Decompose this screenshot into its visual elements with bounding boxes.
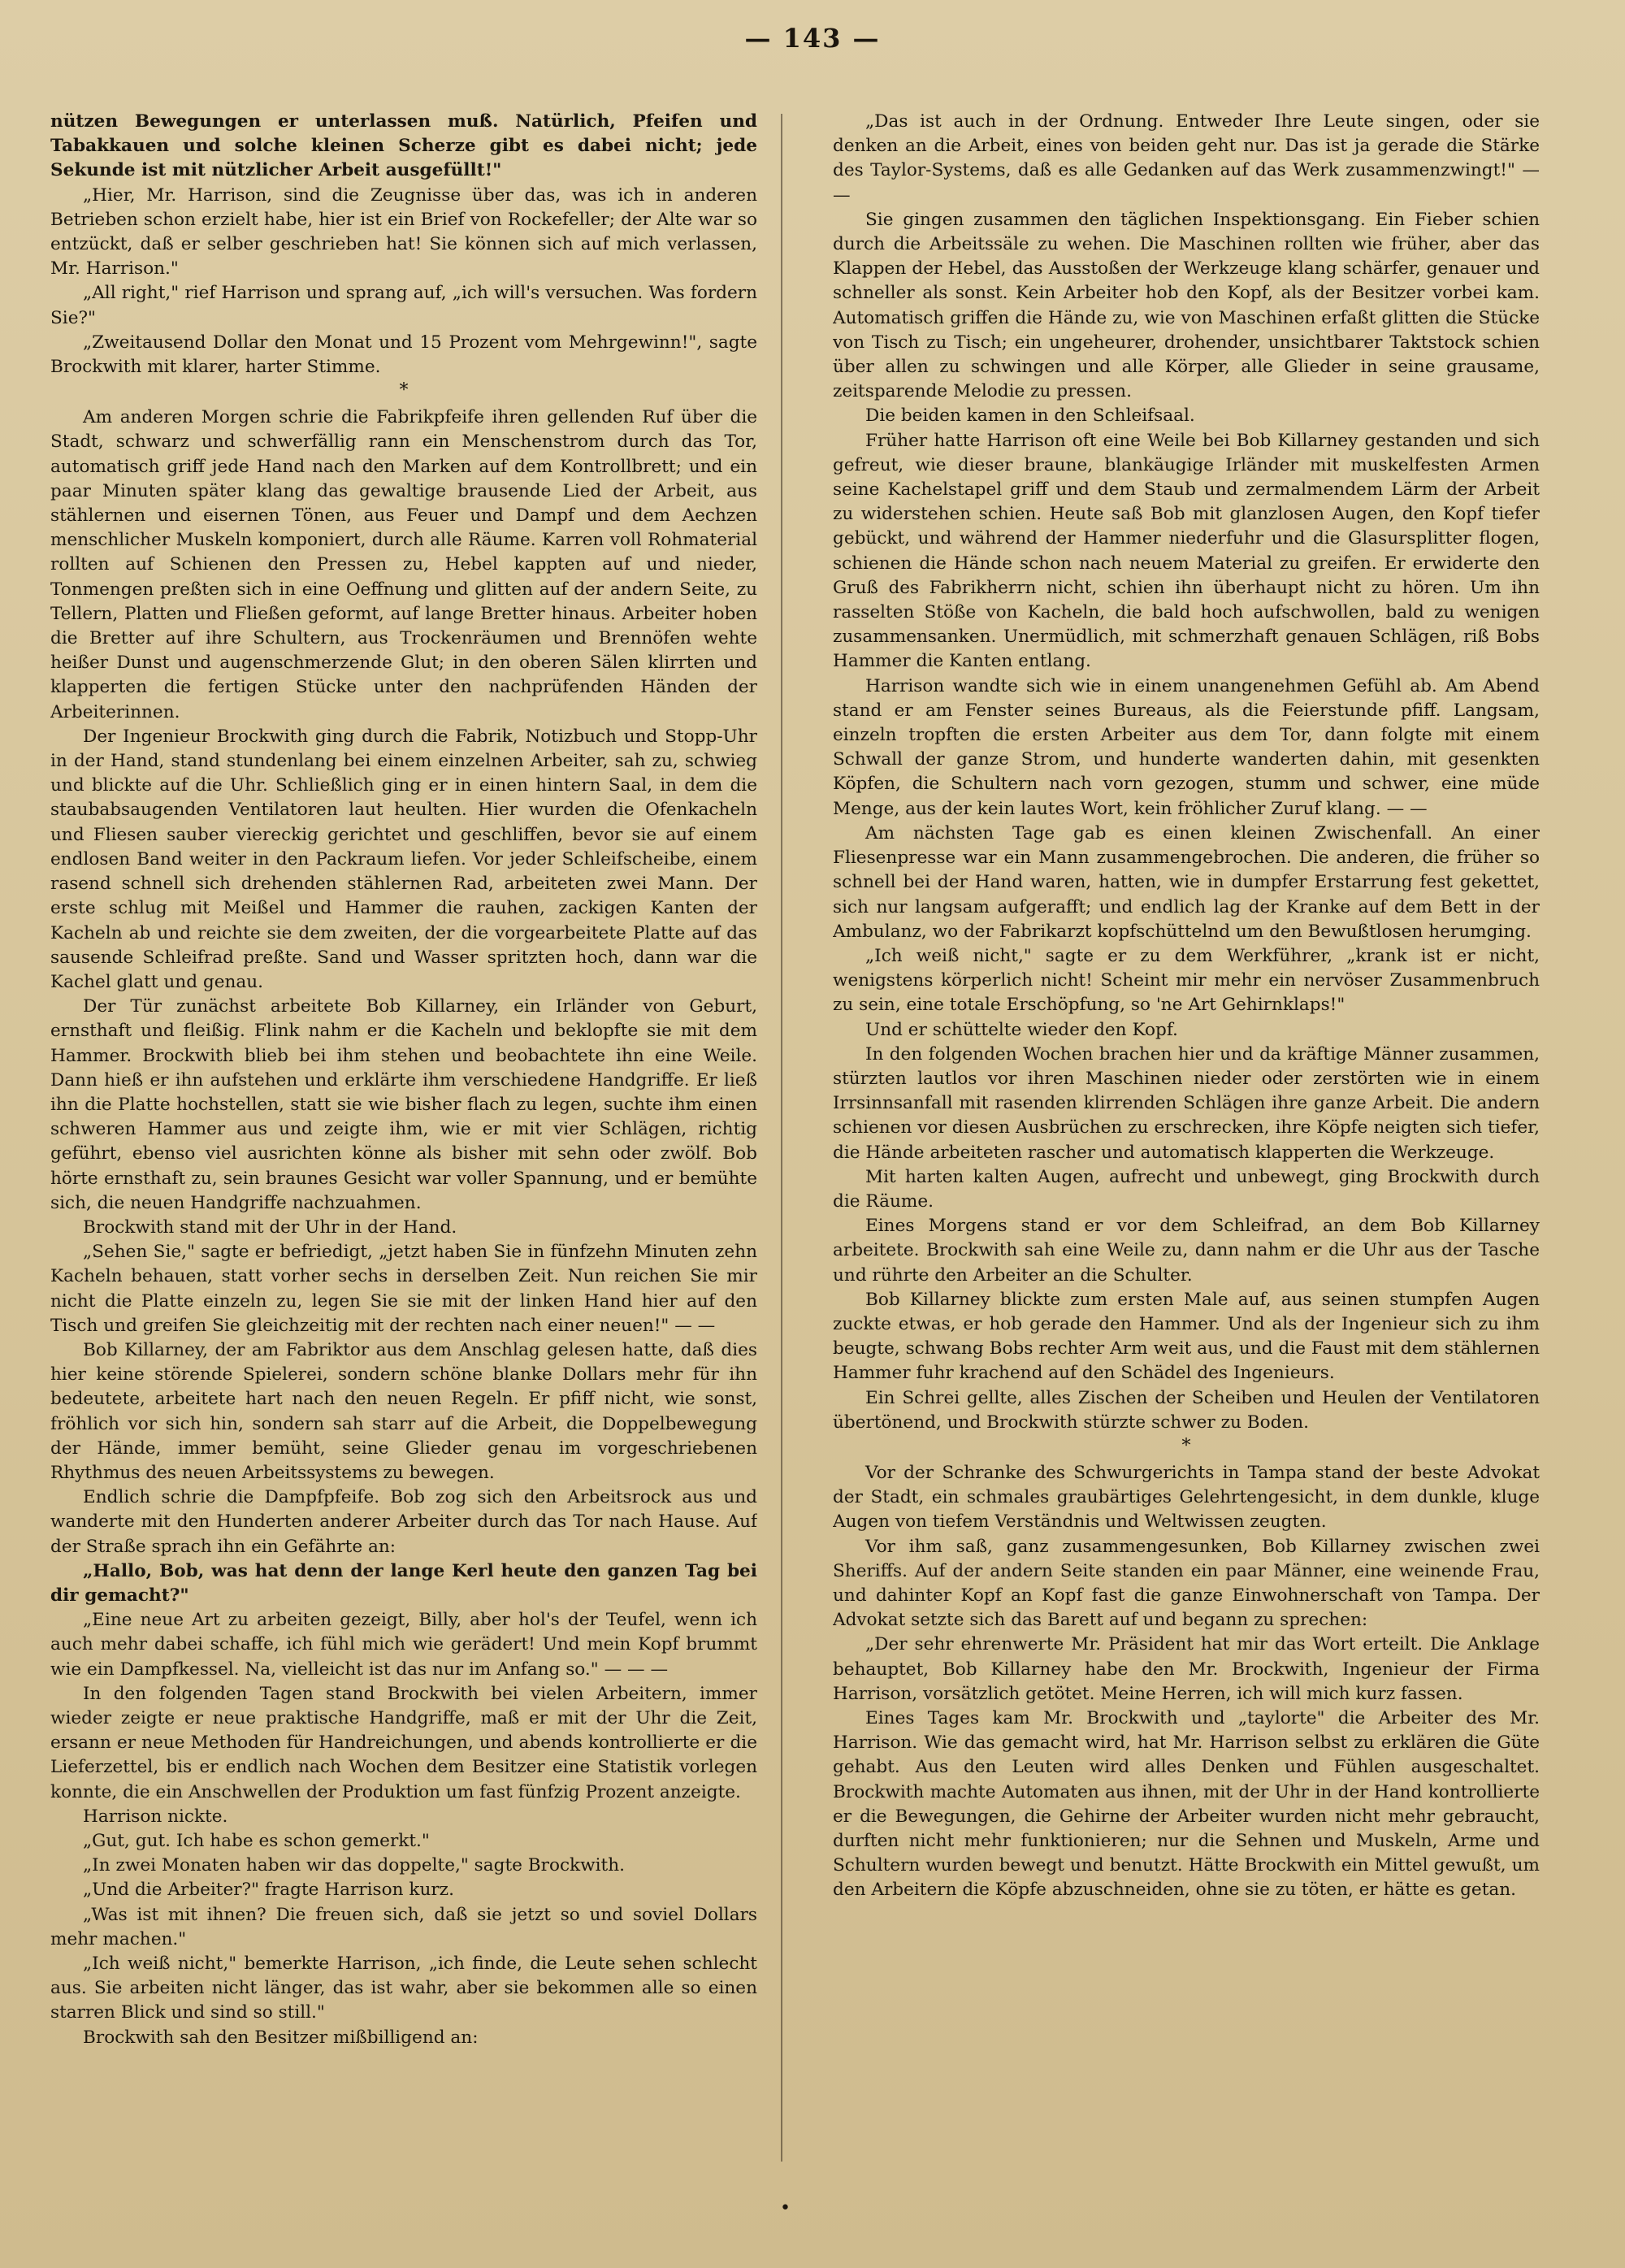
right-column-paragraph: Mit harten kalten Augen, aufrecht und unbewegt, ging Brockwith durch die Räume.	[833, 1166, 1540, 1212]
section-separator: *	[1181, 1435, 1191, 1456]
page-number: — 143 —	[744, 23, 881, 54]
left-column-paragraph: „Gut, gut. Ich habe es schon gemerkt."	[83, 1831, 430, 1852]
right-column-paragraph: Die beiden kamen in den Schleifsaal.	[865, 405, 1195, 427]
right-column-paragraph: Ein Schrei gellte, alles Zischen der Scheiben und Heulen der Ventilatoren übertönend, und Brockwith stürzte schwer zu Boden.	[833, 1387, 1540, 1433]
left-column-paragraph: „Eine neue Art zu arbeiten gezeigt, Billy, aber hol's der Teufel, wenn ich auch mehr dabei schaffe, ich fühl mich wie gerädert! Und mein Kopf brummt wie ein Dampfkessel. Na, vielleicht ist das nur im Anfang so." — — —	[50, 1610, 757, 1680]
left-column-paragraph: Brockwith sah den Besitzer mißbilligend an:	[83, 2027, 479, 2048]
right-column	[833, 110, 1540, 2231]
right-column-paragraph: Vor der Schranke des Schwurgerichts in Tampa stand der beste Advokat der Stadt, ein schmales graubärtiges Gelehrtengesicht, in dem dunkle, kluge Augen von tiefem Verständnis und Weltwissen zeugten.	[833, 1462, 1540, 1533]
right-column-paragraph: Früher hatte Harrison oft eine Weile bei Bob Killarney gestanden und sich gefreut, wie dieser braune, blankäugige Irländer mit muskelfesten Armen seine Kachelstapel griff und dem Staub und zermalmendem Lärm der Arbeit zu widerstehen schien. Heute saß Bob mit glanzlosen Augen, den Kopf tiefer gebückt, und während der Hammer niederfuhr und die Glasursplitter flogen, schienen die Hände schon nach neuem Material zu greifen. Er erwiderte den Gruß des Fabrikherrn nicht, schien ihn überhaupt nicht zu hören. Um ihn rasselten Stöße von Kacheln, die bald hoch aufschwollen, bald zu wenigen zusammensanken. Unermüdlich, mit schmerzhaft genauen Schlägen, riß Bobs Hammer die Kanten entlang.	[833, 430, 1540, 672]
left-column-paragraph: Der Tür zunächst arbeitete Bob Killarney, ein Irländer von Geburt, ernsthaft und fleißig. Flink nahm er die Kacheln und beklopfte sie mit dem Hammer. Brockwith blieb bei ihm stehen und beobachtete ihn eine Weile. Dann hieß er ihn aufstehen und erklärte ihm verschiedene Handgriffe. Er ließ ihn die Platte hochstellen, statt sie wie bisher flach zu legen, suchte ihm einen schweren Hammer aus und zeigte ihm, wie er mit vier Schlägen, richtig geführt, ebenso viel ausrichten könne als bisher mit sehn oder zwölf. Bob hörte ernsthaft zu, sein braunes Gesicht war voller Spannung, und er bemühte sich, die neuen Handgriffe nachzuahmen.	[50, 996, 757, 1213]
right-column-paragraph: Sie gingen zusammen den täglichen Inspektionsgang. Ein Fieber schien durch die Arbeitssäle zu wehen. Die Maschinen rollten wie früher, aber das Klappen der Hebel, das Ausstoßen der Werkzeuge klang schärfer, genauer und schneller als sonst. Kein Arbeiter hob den Kopf, als der Besitzer vorbei kam. Automatisch griffen die Hände zu, wie von Maschinen erfaßt glitten die Stücke von Tisch zu Tisch; ein ungeheurer, drohender, unsichtbarer Taktstock schien über allen zu schwingen und alle Körper, alle Glieder in seine grausame, zeitsparende Melodie zu pressen.	[833, 209, 1540, 402]
right-column-paragraph: Eines Tages kam Mr. Brockwith und „taylorte" die Arbeiter des Mr. Harrison. Wie das gemacht wird, hat Mr. Harrison selbst zu erklären die Güte gehabt. Aus den Leuten wird alles Denken und Fühlen ausgeschaltet. Brockwith machte Automaten aus ihnen, mit der Uhr in der Hand kontrollierte er die Bewegungen, die Gehirne der Arbeiter wurden nicht mehr gebraucht, durften nicht mehr funktionieren; nur die Sehnen und Muskeln, Arme und Schultern wurden bewegt und benutzt. Hätte Brockwith ein Mittel gewußt, um den Arbeitern die Köpfe abzuschneiden, ohne sie zu töten, er hätte es getan.	[833, 1708, 1540, 1901]
left-column-paragraph: Endlich schrie die Dampfpfeife. Bob zog sich den Arbeitsrock aus und wanderte mit den Hunderten anderer Arbeiter durch das Tor nach Hause. Auf der Straße sprach ihn ein Gefährte an:	[50, 1487, 757, 1557]
left-column-paragraph: „Hier, Mr. Harrison, sind die Zeugnisse über das, was ich in anderen Betrieben schon erzielt habe, hier ist ein Brief von Rockefeller; der Alte war so entzückt, daß er selber geschrieben hat! Sie können sich auf mich verlassen, Mr. Harrison."	[50, 184, 757, 280]
right-column-paragraph: Und er schüttelte wieder den Kopf.	[865, 1019, 1178, 1040]
right-column-paragraph: Am nächsten Tage gab es einen kleinen Zwischenfall. An einer Fliesenpresse war ein Mann zusammengebrochen. Die anderen, die früher so schnell bei der Hand waren, hatten, wie in dumpfer Erstarrung fest gekettet, sich nur langsam aufgerafft; und endlich lag der Kranke auf dem Bett in der Ambulanz, wo der Fabrikarzt kopfschüttelnd um den Bewußtlosen herumging.	[833, 822, 1540, 942]
right-column-paragraph: Eines Morgens stand er vor dem Schleifrad, an dem Bob Killarney arbeitete. Brockwith sah eine Weile zu, dann nahm er die Uhr aus der Tasche und rührte den Arbeiter an die Schulter.	[833, 1216, 1540, 1286]
left-column-paragraph: Am anderen Morgen schrie die Fabrikpfeife ihren gellenden Ruf über die Stadt, schwarz und schwerfällig rann ein Menschenstrom durch das Tor, automatisch griff jede Hand nach den Marken auf dem Kontrollbrett; und ein paar Minuten später klang das gewaltige brausende Lied der Arbeit, aus stählernen und eisernen Tönen, aus Feuer und Dampf und dem Aechzen menschlicher Muskeln komponiert, durch alle Räume. Karren voll Rohmaterial rollten auf Schienen den Pressen zu, Hebel kappten auf und nieder, Tonmengen preßten sich in eine Oeffnung und glitten auf der andern Seite, zu Tellern, Platten und Fließen geformt, auf lange Bretter hinaus. Arbeiter hoben die Bretter auf ihre Schultern, aus Trockenräumen und Brennöfen wehte heißer Dunst und augenschmerzende Glut; in den oberen Sälen klirrten und klapperten die fertigen Stücke unter den nachprüfenden Händen der Arbeiterinnen.	[50, 407, 757, 722]
left-column-paragraph: Der Ingenieur Brockwith ging durch die Fabrik, Notizbuch und Stopp-Uhr in der Hand, stand stundenlang bei einem einzelnen Arbeiter, sah zu, schwieg und blickte auf die Uhr. Schließlich ging er in einen hintern Saal, in dem die staubabsaugenden Ventilatoren laut heulten. Hier wurden die Ofenkacheln und Fliesen sauber viereckig gerichtet und geschliffen, bevor sie auf einem endlosen Band weiter in den Packraum liefen. Vor jeder Schleifscheibe, einem rasend schnell sich drehenden stählernen Rad, arbeiteten zwei Mann. Der erste schlug mit Meißel und Hammer die rauhen, zackigen Kanten der Kacheln ab und reichte sie dem zweiten, der die vorgearbeitete Platte auf das sausende Schleifrad preßte. Sand und Wasser spritzten hoch, dann war die Kachel glatt und genau.	[50, 726, 757, 992]
right-column-paragraph: Vor ihm saß, ganz zusammengesunken, Bob Killarney zwischen zwei Sheriffs. Auf der andern Seite standen ein paar Männer, eine weinende Frau, und dahinter Kopf an Kopf fast die ganze Einwohnerschaft von Tampa. Der Advokat setzte sich das Barett auf und begann zu sprechen:	[833, 1536, 1540, 1631]
right-column-paragraph: In den folgenden Wochen brachen hier und da kräftige Männer zusammen, stürzten lautlos vor ihren Maschinen nieder oder zerstörten wie in einem Irrsinnsanfall mit rasenden klirrenden Schlägen ihre ganze Arbeit. Die andern schienen vor diesen Ausbrüchen zu erschrecken, ihre Köpfe neigten sich tiefer, die Hände arbeiteten rascher und automatisch klapperten die Werkzeuge.	[833, 1043, 1540, 1163]
left-column-paragraph: „Hallo, Bob, was hat denn der lange Kerl heute den ganzen Tag bei dir gemacht?"	[50, 1560, 757, 1606]
bottom-mark: •	[780, 2198, 791, 2218]
left-column-paragraph: Harrison nickte.	[83, 1806, 228, 1827]
right-column-paragraph: „Ich weiß nicht," sagte er zu dem Werkführer, „krank ist er nicht, wenigstens körperlich nicht! Scheint mir mehr ein nervöser Zusammenbruch zu sein, eine totale Erschöpfung, so 'ne Art Gehirnklaps!"	[833, 945, 1540, 1016]
left-column-paragraph: „Ich weiß nicht," bemerkte Harrison, „ich finde, die Leute sehen schlecht aus. Sie arbeiten nicht länger, das ist wahr, aber sie bekommen alle so einen starren Blick und sind so still."	[50, 1954, 757, 2023]
left-column-paragraph: nützen Bewegungen er unterlassen muß. Natürlich, Pfeifen und Tabakkauen und solche kleinen Scherze gibt es dabei nicht; jede Sekunde ist mit nützlicher Arbeit ausgefüllt!"	[50, 111, 757, 181]
left-column-paragraph: Brockwith stand mit der Uhr in der Hand.	[83, 1216, 457, 1238]
left-column-paragraph: „Zweitausend Dollar den Monat und 15 Prozent vom Mehrgewinn!", sagte Brockwith mit klarer, harter Stimme.	[50, 332, 757, 378]
column-divider	[781, 114, 782, 2162]
left-column-paragraph: Bob Killarney, der am Fabriktor aus dem Anschlag gelesen hatte, daß dies hier keine störende Spielerei, sondern schöne blanke Dollars mehr für ihn bedeutete, arbeitete hart nach den neuen Regeln. Er pfiff nicht, wie sonst, fröhlich vor sich hin, sondern sah starr auf die Arbeit, die Doppelbewegung der Hände, immer bemüht, seine Glieder genau im vorgeschriebenen Rhythmus des neuen Arbeitssystems zu bewegen.	[50, 1339, 757, 1483]
right-column-paragraph: „Das ist auch in der Ordnung. Entweder Ihre Leute singen, oder sie denken an die Arbeit, eines von beiden geht nur. Das ist ja gerade die Stärke des Taylor-Systems, daß es alle Gedanken auf das Werk zusammenzwingt!" — —	[833, 111, 1540, 206]
right-column-paragraph: Bob Killarney blickte zum ersten Male auf, aus seinen stumpfen Augen zuckte etwas, er hob gerade den Hammer. Und als der Ingenieur sich zu ihm beugte, schwang Bobs rechter Arm weit aus, und die Faust mit dem stählernen Hammer fuhr krachend auf den Schädel des Ingenieurs.	[833, 1289, 1540, 1384]
left-column-paragraph: In den folgenden Tagen stand Brockwith bei vielen Arbeitern, immer wieder zeigte er neue praktische Handgriffe, maß er mit der Uhr die Zeit, ersann er neue Methoden für Handreichungen, und abends kontrollierte er die Lieferzettel, bis er endlich nach Wochen dem Besitzer eine Statistik vorlegen konnte, die ein Anschwellen der Produktion um fast fünfzig Prozent anzeigte.	[50, 1683, 757, 1802]
left-column	[50, 110, 757, 2231]
left-column-paragraph: „Sehen Sie," sagte er befriedigt, „jetzt haben Sie in fünfzehn Minuten zehn Kacheln behauen, statt vorher sechs in derselben Zeit. Nun reichen Sie mir nicht die Platte einzeln zu, legen Sie sie mit der linken Hand hier auf den Tisch und greifen Sie gleichzeitig mit der rechten nach einer neuen!" — —	[50, 1242, 757, 1336]
left-column-paragraph: „In zwei Monaten haben wir das doppelte," sagte Brockwith.	[83, 1855, 625, 1876]
right-column-paragraph: Harrison wandte sich wie in einem unangenehmen Gefühl ab. Am Abend stand er am Fenster seines Bureaus, als die Feierstunde pfiff. Langsam, einzeln tropften die ersten Arbeiter aus dem Tor, dann folgte mit einem Schwall der ganze Strom, und hunderte wanderten dahin, mit gesenkten Köpfen, die Schultern nach vorn gezogen, stumm und schwer, eine müde Menge, aus der kein lautes Wort, kein fröhlicher Zuruf klang. — —	[833, 675, 1540, 819]
left-column-paragraph: „Was ist mit ihnen? Die freuen sich, daß sie jetzt so und soviel Dollars mehr machen."	[50, 1904, 757, 1949]
left-column-paragraph: „Und die Arbeiter?" fragte Harrison kurz.	[83, 1880, 454, 1901]
section-separator: *	[399, 380, 409, 401]
left-column-paragraph: „All right," rief Harrison und sprang auf, „ich will's versuchen. Was fordern Sie?"	[50, 283, 757, 328]
right-column-paragraph: „Der sehr ehrenwerte Mr. Präsident hat mir das Wort erteilt. Die Anklage behauptet, Bob Killarney habe den Mr. Brockwith, Ingenieur der Firma Harrison, vorsätzlich getötet. Meine Herren, ich will mich kurz fassen.	[833, 1634, 1540, 1704]
